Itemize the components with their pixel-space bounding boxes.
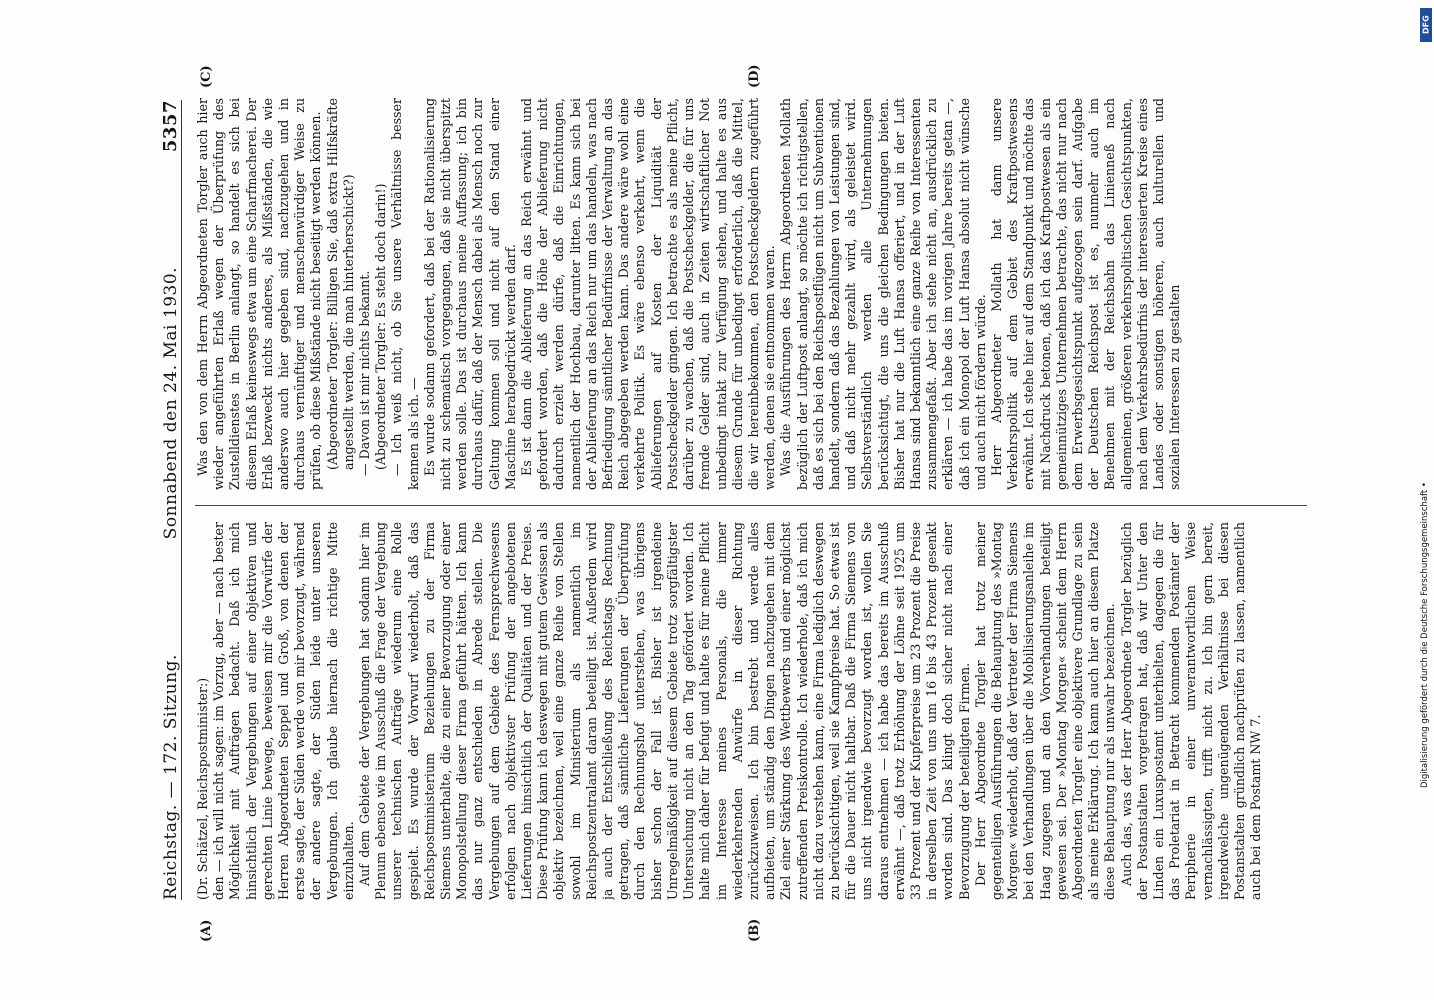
speaker-line: (Dr. Schätzel, Reichspostminister:) (195, 677, 210, 900)
paragraph: Der Herr Abgeordnete Torgler hat trotz meiner gegenteiligen Ausführungen die Behauptung des »Montag Morgen« wiederholt, daß der Vertreter der Firma Siemens bei den Verhandlungen über die Mobilisierungsanleihe im Haag zugegen und an den Vorverhandlungen beteiligt gewesen sei. Der »Montag Morgen« scheint dem Herrn Abgeordneten Torgler eine objektivere Grundlage zu sein als meine Erklärung. Ich kann auch hier an diesem Platze diese Behauptung nur als unwahr bezeichnen. (972, 522, 1118, 900)
paragraph: Herr Abgeordneter Mollath hat dann unsere Verkehrspolitik auf dem Gebiet des Kraftpostwesens erwähnt. Ich stehe hier auf dem Standpunkt und möchte das mit Nachdruck betonen, daß ich das Kraftpostwesen als ein gemeinnütziges Unternehmen betrachte, das nicht nur nach dem Erwerbsgesichtspunkt aufgezogen sein darf. Aufgabe der Deutschen Reichspost ist es, nunmehr auch im Benehmen mit der Reichsbahn das Linienneß nach allgemeinen, größeren verkehrspolitischen Gesichtspunkten, nach dem Verkehrsbedürfnis der interessierten Kreise eines Landes oder sonstigen höheren, auch kulturellen und sozialen Interessen zu gestalten (988, 98, 1183, 490)
paragraph: Was den von dem Herrn Abgeordneten Torgler auch hier wieder angeführten Erlaß wegen der Überprüfung des Zustelldienstes in Berlin anlangt, so handelt es sich bei diesem Erlaß keineswegs etwa um eine Scharfmacherei. Der Erlaß bezweckt nichts anderes, als Mißständen, die wie anderswo auch hier gegeben sind, nachzugehen und in durchaus vernünftiger und menschenwürdiger Weise zu prüfen, ob diese Mißstände nicht beseitigt werden können. (195, 98, 324, 490)
header-center: Sonnabend den 24. Mai 1930. (161, 266, 181, 540)
left-column (195, 522, 1327, 900)
paragraph: Es ist dann die Ablieferung an das Reich erwähnt und gefordert worden, daß die Höhe der Ablieferung nicht dadurch erzielt werden dürfe, daß die Einrichtungen, namentlich der Hochbau, darunter litten. Es kann sich bei der Ablieferung an das Reich nur um das handeln, was nach Befriedigung sämtlicher Bedürfnisse der Verwaltung an das Reich abgegeben werden kann. Das andere wäre wohl eine verkehrte Politik. Es wäre ebenso verkehrt, wenn die Ablieferungen auf Kosten der Liquidität der Postscheckgelder gingen. Ich betrachte es als meine Pflicht, darüber zu wachen, daß die Postscheckgelder, die für uns fremde Gelder sind, auch in Zeiten wirtschaftlicher Not unbedingt intakt zur Verfügung stehen, und halte es aus diesem Grunde für unbedingt erforderlich, daß die Mittel, die wir hereinbekommen, den Postscheckgeldern zugeführt werden, denen sie entnommen waren. (519, 98, 778, 490)
interjection: (Abgeordneter Torgler: Billigen Sie, daß extra Hilfskräfte angestellt werden, die man hinterherschickt?) (324, 98, 356, 470)
paragraph: Auch das, was der Herr Abgeordnete Torgler bezüglich der Postanstalten vorgetragen hat, daß wir Unter den Linden ein Luxuspostamt unterhielten, dagegen die für das Proletariat in Betracht kommenden Postämter der Peripherie in einer unverantwortlichen Weise vernachlässigten, trifft nicht zu. Ich bin gern bereit, irgendwelche ungenügenden Verhältnisse bei diesen Postanstalten gründlich nachprüfen zu lassen, namentlich auch bei dem Postamt NW 7. (1118, 522, 1264, 900)
dfg-logo: DFG (1420, 8, 1432, 42)
paragraph: Auf dem Gebiete der Vergebungen hat sodann hier im Plenum ebenso wie im Ausschuß die Frage der Vergebung unserer technischen Aufträge wiederum eine Rolle gespielt. Es wurde der Vorwurf wiederholt, daß das Reichspostministerium Beziehungen zu der Firma Siemens unterhalte, die zu einer Bevorzugung oder einer Monopolstellung dieser Firma geführt hätten. Ich kann das nur ganz entschieden in Abrede stellen. Die Vergebungen auf dem Gebiete des Fernsprechwesens erfolgen nach objektivster Prüfung der angebotenen Lieferungen hinsichtlich der Qualitäten und der Preise. Diese Prüfung kann ich deswegen mit gutem Gewissen als objektiv bezeichnen, weil eine ganze Reihe von Stellen sowohl im Ministerium als namentlich im Reichspostzentralamt daran beteiligt ist. Außerdem wird ja auch der Entschließung des Reichstags Rechnung getragen, daß sämtliche Lieferungen der Überprüfung durch den Rechnungshof unterstehen, was übrigens bisher schon der Fall ist. Bisher ist irgendeine Unregelmäßigkeit auf diesem Gebiete trotz sorgfältigster Untersuchung nicht an den Tag gefördert worden. Ich halte mich daher für befugt und halte es für meine Pflicht im Interesse meines Personals, die immer wiederkehrenden Anwürfe in dieser Richtung zurückzuweisen. Ich bin bestrebt und werde alles aufbieten, um ständig den Dingen nachzugehen mit dem Ziel einer Stärkung des Wettbewerbs und einer möglichst zutreffenden Preiskontrolle. Ich wiederhole, daß ich mich nicht dazu verstehen kann, eine Firma lediglich deswegen zu berücksichtigen, weil sie Kampfpreise hat. So etwas ist für die Dauer nicht haltbar. Daß die Firma Siemens von uns nicht irgendwie bevorzugt worden ist, wollen Sie daraus entnehmen — ich habe das bereits im Ausschuß erwähnt —, daß trotz Erhöhung der Löhne seit 1925 um 33 Prozent und der Kupferpreise um 23 Prozent die Preise in derselben Zeit von uns um 16 bis 43 Prozent gesenkt worden sind. Das klingt doch sicher nicht nach einer Bevorzugung der beteiligten Firmen. (357, 522, 972, 900)
digitization-credit: Digitalisierung gefördert durch die Deutsche Forschungsgemeinschaft • (1420, 482, 1430, 788)
paragraph: Was die Ausführungen des Herrn Abgeordneten Mollath bezüglich der Luftpost anlangt, so möchte ich richtigstellen, daß es sich bei den Reichspostflügen nicht um Subventionen handelt, sondern daß das Bezahlungen von Leistungen sind, und daß nicht mehr gezahlt wird, als geleistet wird. Selbstverständlich werden alle Unternehmungen berücksichtigt, die uns die gleichen Bedingungen bieten. Bisher hat nur die Luft Hansa offeriert, und in der Luft Hansa sind bekanntlich eine ganze Reihe von Interessenten zusammengefaßt. Aber ich stehe nicht an, ausdrücklich zu erklären — ich habe das im vorigen Jahre bereits getan —, daß ich ein Monopol der Luft Hansa absolut nicht wünsche und auch nicht fördern würde. (778, 98, 988, 490)
header-left: Reichstag. — 172. Sitzung. (161, 654, 181, 900)
paragraph: den — ich will nicht sagen: im Vorzug, aber — nach bester Möglichkeit mit Aufträgen bedacht. Daß ich mich hinsichtlich der Vergebungen auf einer objektiven und gerechten Linie bewege, beweisen mir die Vorwürfe der Herren Abgeordneten Seppel und Groß, von denen der erste sagte, der Süden werde von mir bevorzugt, während der andere sagte, der Süden leide unter unseren Vergebungen. Ich glaube hiernach die richtige Mitte einzuhalten. (211, 522, 356, 900)
paragraph: — Ich weiß nicht, ob Sie unsere Verhältnisse besser kennen als ich. — (389, 98, 421, 490)
right-column (195, 98, 1327, 490)
rotated-page (67, 50, 1367, 950)
margin-marker-d: (D) (747, 64, 762, 88)
margin-marker-b: (B) (747, 918, 762, 942)
paragraph: Es wurde sodann gefordert, daß bei der Rationalisierung nicht zu schematisch vorgegangen, daß sie nicht überspitzt werden solle. Das ist durchaus meine Auffassung; ich bin durchaus dafür, daß der Mensch dabei als Mensch noch zur Geltung kommen soll und nicht auf den Stand einer Maschine herabgedrückt werden darf. (421, 98, 518, 490)
page-number: 5357 (160, 100, 181, 153)
margin-marker-a: (A) (199, 919, 214, 942)
page-header (147, 100, 182, 900)
interjection: (Abgeordneter Torgler: Es steht doch darin!) (373, 183, 389, 470)
column-divider (195, 505, 1307, 506)
margin-marker-c: (C) (199, 65, 214, 88)
paragraph: — Davon ist mir nichts bekannt. (357, 270, 373, 476)
